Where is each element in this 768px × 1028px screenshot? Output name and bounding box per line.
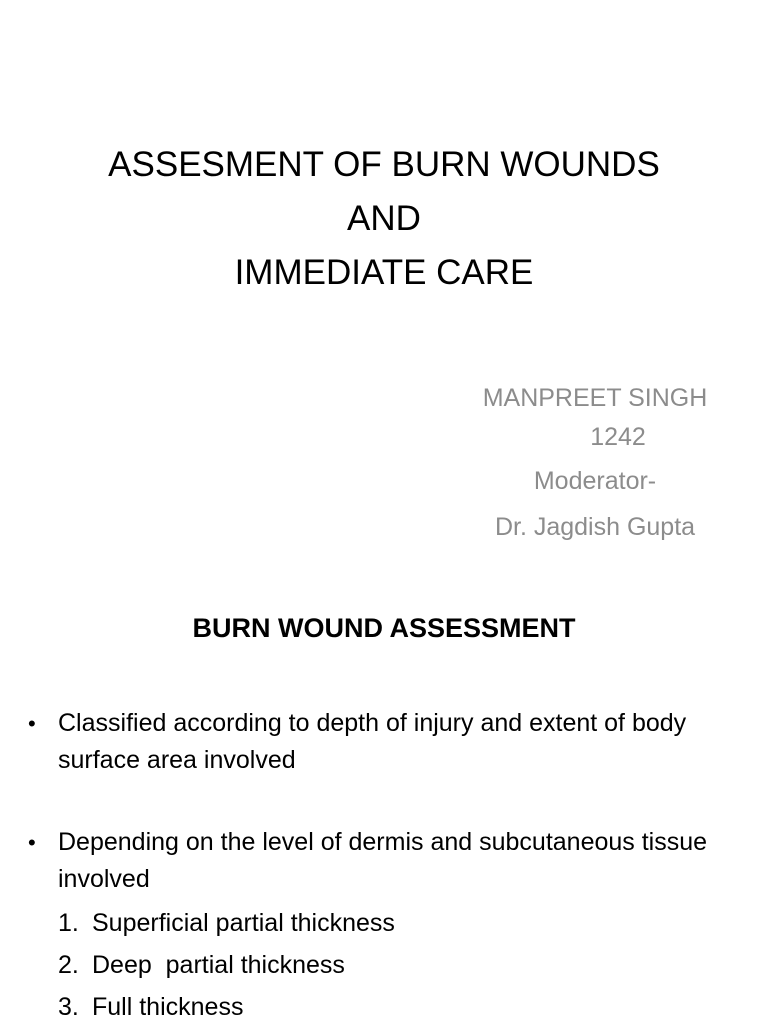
moderator-name: Dr. Jagdish Gupta: [494, 513, 696, 541]
bullet-icon: •: [28, 711, 36, 736]
list-item-text: Full thickness: [92, 993, 244, 1021]
list-item-text: Deep partial thickness: [92, 951, 345, 979]
list-item-number: 3.: [58, 993, 79, 1021]
list-item: [58, 902, 748, 944]
slide-title: [0, 138, 768, 300]
list-item-number: 2.: [58, 951, 79, 979]
list-item: [58, 944, 748, 986]
list-item: [58, 986, 748, 1028]
presenter-name: MANPREET SINGH: [482, 384, 708, 412]
title-line-3: IMMEDIATE CARE: [234, 253, 534, 292]
list-item-number: 1.: [58, 909, 79, 937]
section-heading: BURN WOUND ASSESSMENT: [192, 613, 576, 643]
bullet-list: [28, 705, 748, 1028]
title-line-1: ASSESMENT OF BURN WOUNDS: [108, 145, 660, 184]
presenter-roll-number: 1242: [590, 423, 646, 451]
bullet-text: Classified according to depth of injury and extent of body surface area involved: [58, 709, 687, 774]
title-line-2: AND: [347, 199, 421, 238]
thickness-list: [58, 902, 748, 1028]
bullet-icon: •: [28, 830, 36, 855]
moderator-label: Moderator-: [533, 467, 657, 495]
list-item-text: Superficial partial thickness: [92, 909, 395, 937]
bullet-item-classification: [28, 705, 748, 779]
bullet-item-depth: [28, 824, 748, 1028]
presenter-block: [440, 378, 750, 550]
bullet-text: Depending on the level of dermis and subcutaneous tissue involved: [58, 828, 708, 893]
